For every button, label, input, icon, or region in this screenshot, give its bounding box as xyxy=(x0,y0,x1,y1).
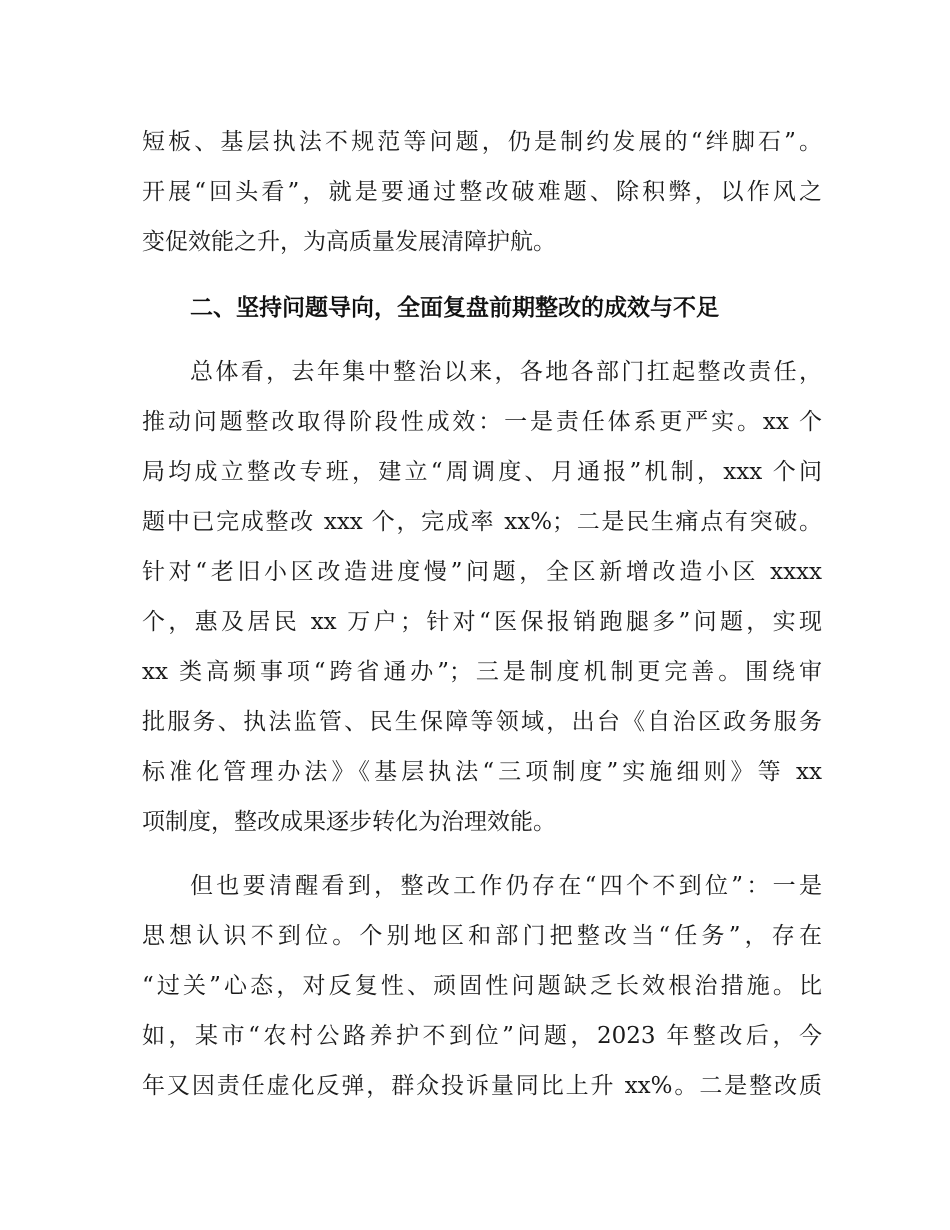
paragraph-line: 针对“老旧小区改造进度慢”问题，全区新增改造小区 xxxx xyxy=(142,559,822,585)
paragraph-line: 局均成立整改专班，建立“周调度、月通报”机制，xxx 个问 xyxy=(142,459,822,485)
paragraph-line: 思想认识不到位。个别地区和部门把整改当“任务”，存在 xyxy=(142,923,822,949)
paragraph-line: 总体看，去年集中整治以来，各地各部门扛起整改责任， xyxy=(190,359,822,385)
paragraph-line: 个，惠及居民 xx 万户；针对“医保报销跑腿多”问题，实现 xyxy=(142,609,822,635)
paragraph-line: 但也要清醒看到，整改工作仍存在“四个不到位”：一是 xyxy=(190,873,822,899)
paragraph-line: 变促效能之升，为高质量发展清障护航。 xyxy=(142,229,556,255)
paragraph-line: 短板、基层执法不规范等问题，仍是制约发展的“绊脚石”。 xyxy=(142,129,822,155)
paragraph-line: 题中已完成整改 xxx 个，完成率 xx%；二是民生痛点有突破。 xyxy=(142,509,822,535)
paragraph-line: 开展“回头看”，就是要通过整改破难题、除积弊，以作风之 xyxy=(142,179,822,205)
paragraph-line: 批服务、执法监管、民生保障等领域，出台《自治区政务服务 xyxy=(142,709,822,735)
paragraph-line: 年又因责任虚化反弹，群众投诉量同比上升 xx%。二是整改质 xyxy=(142,1073,822,1099)
paragraph-line: “过关”心态，对反复性、顽固性问题缺乏长效根治措施。比 xyxy=(142,973,822,999)
paragraph-line: 标准化管理办法》《基层执法“三项制度”实施细则》等 xx xyxy=(142,759,822,785)
paragraph-line: xx 类高频事项“跨省通办”；三是制度机制更完善。围绕审 xyxy=(142,659,822,685)
section-heading: 二、坚持问题导向，全面复盘前期整改的成效与不足 xyxy=(190,295,719,321)
paragraph-line: 项制度，整改成果逐步转化为治理效能。 xyxy=(142,809,556,835)
paragraph-line: 如，某市“农村公路养护不到位”问题，2023 年整改后，今 xyxy=(142,1023,822,1049)
paragraph-line: 推动问题整改取得阶段性成效：一是责任体系更严实。xx 个 xyxy=(142,409,822,435)
